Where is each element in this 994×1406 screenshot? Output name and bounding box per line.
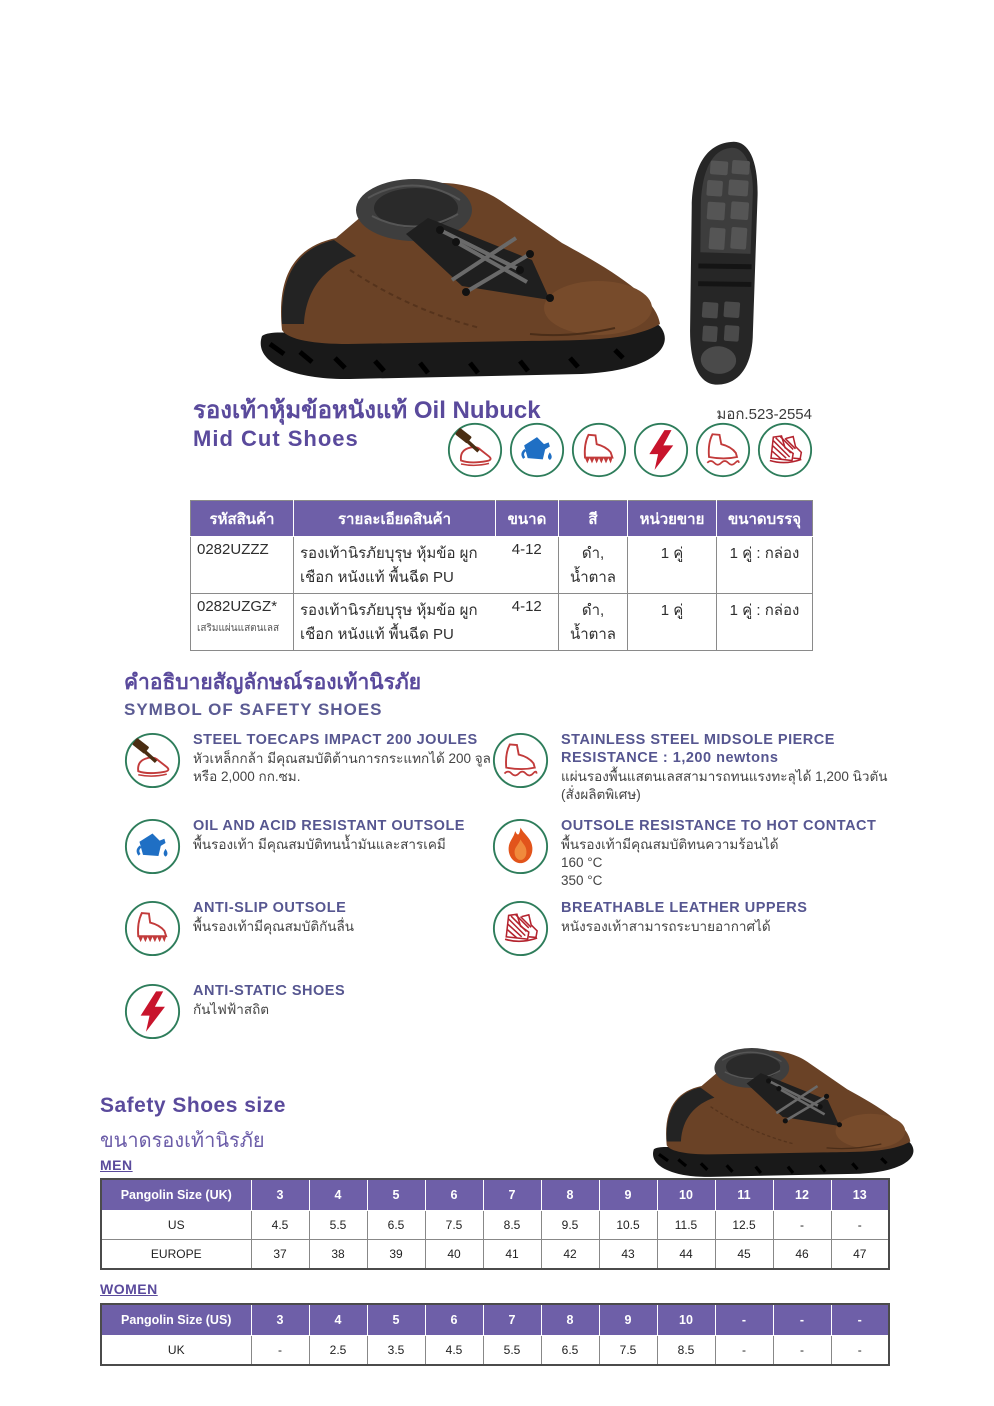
size-cell: - bbox=[251, 1336, 309, 1366]
men-size-table bbox=[100, 1178, 890, 1270]
cell-description: รองเท้านิรภัยบุรุษ หุ้มข้อ ผูกเชือก หนังแท้ พื้นฉีด PU bbox=[294, 594, 496, 651]
symbol-subtitle: RESISTANCE : 1,200 newtons bbox=[561, 750, 779, 766]
symbol-desc: พื้นรองเท้ามีคุณสมบัติกันลื่น bbox=[193, 919, 355, 934]
temp-value-2: 350 °C bbox=[561, 873, 603, 889]
size-cell: 40 bbox=[425, 1240, 483, 1270]
size-col: 4 bbox=[309, 1179, 367, 1211]
size-cell: 3.5 bbox=[367, 1336, 425, 1366]
size-col: 4 bbox=[309, 1304, 367, 1336]
cell-packing: 1 คู่ : กล่อง bbox=[717, 594, 813, 651]
symbols-title-english: SYMBOL OF SAFETY SHOES bbox=[124, 700, 383, 719]
code-footnote: เสริมแผ่นแสตนเลส bbox=[197, 623, 280, 634]
size-cell: 4.5 bbox=[425, 1336, 483, 1366]
size-cell: 7.5 bbox=[425, 1211, 483, 1240]
cell-size: 4-12 bbox=[496, 594, 559, 651]
size-col: 13 bbox=[831, 1179, 889, 1211]
symbol-desc: กันไฟฟ้าสถิต bbox=[193, 1002, 270, 1017]
size-cell: 6.5 bbox=[367, 1211, 425, 1240]
midsole-pierce-icon bbox=[492, 732, 549, 789]
symbol-title: ANTI-SLIP OUTSOLE bbox=[193, 900, 347, 916]
shoe-photo bbox=[230, 120, 670, 390]
size-col: 9 bbox=[599, 1304, 657, 1336]
symbol-item-steel-toecap bbox=[124, 732, 493, 789]
size-cell: 43 bbox=[599, 1240, 657, 1270]
hot-contact-flame-icon bbox=[492, 818, 549, 875]
size-col: 6 bbox=[425, 1304, 483, 1336]
col-header-unit: หน่วยขาย bbox=[628, 501, 717, 537]
table-row bbox=[191, 594, 813, 651]
size-col: 6 bbox=[425, 1179, 483, 1211]
product-title-thai: รองเท้าหุ้มข้อหนังแท้ Oil Nubuck bbox=[193, 397, 541, 424]
size-cell: 8.5 bbox=[657, 1336, 715, 1366]
size-col: 10 bbox=[657, 1304, 715, 1336]
size-cell: 47 bbox=[831, 1240, 889, 1270]
symbol-title: BREATHABLE LEATHER UPPERS bbox=[561, 900, 808, 916]
size-col: 3 bbox=[251, 1304, 309, 1336]
size-col: 3 bbox=[251, 1179, 309, 1211]
size-col: - bbox=[831, 1304, 889, 1336]
size-cell: 39 bbox=[367, 1240, 425, 1270]
row-label: UK bbox=[101, 1336, 251, 1366]
symbol-desc: พื้นรองเท้ามีคุณสมบัติทนความร้อนได้ bbox=[561, 837, 779, 852]
steel-toecap-icon bbox=[124, 732, 181, 789]
women-size-header-row bbox=[101, 1304, 889, 1336]
symbol-title: STEEL TOECAPS IMPACT 200 JOULES bbox=[193, 732, 478, 748]
col-header-packing: ขนาดบรรจุ bbox=[717, 501, 813, 537]
size-col: 12 bbox=[773, 1179, 831, 1211]
symbol-item-anti-static bbox=[124, 983, 345, 1040]
symbol-title: OIL AND ACID RESISTANT OUTSOLE bbox=[193, 818, 465, 834]
size-cell: 9.5 bbox=[541, 1211, 599, 1240]
temp-value-1: 160 °C bbox=[561, 855, 603, 871]
size-col: 7 bbox=[483, 1179, 541, 1211]
symbol-desc: แผ่นรองพื้นแสตนเลสสามารถทนแรงทะลุได้ 1,200 นิวตัน (สั่งผลิตพิเศษ) bbox=[561, 769, 888, 803]
size-cell: 8.5 bbox=[483, 1211, 541, 1240]
cell-size: 4-12 bbox=[496, 537, 559, 594]
size-cell: 7.5 bbox=[599, 1336, 657, 1366]
symbol-item-midsole-pierce bbox=[492, 732, 891, 804]
symbol-desc: หัวเหล็กกล้า มีคุณสมบัติต้านการกระแทกได้ 200 จูล หรือ 2,000 กก.ซม. bbox=[193, 751, 491, 785]
breathable-icon bbox=[757, 422, 813, 478]
size-col: 5 bbox=[367, 1304, 425, 1336]
safety-badge-row bbox=[447, 422, 813, 478]
size-cell: - bbox=[773, 1211, 831, 1240]
size-col: 8 bbox=[541, 1304, 599, 1336]
size-lead-header: Pangolin Size (US) bbox=[101, 1304, 251, 1336]
size-cell: 4.5 bbox=[251, 1211, 309, 1240]
size-col: 7 bbox=[483, 1304, 541, 1336]
size-cell: 41 bbox=[483, 1240, 541, 1270]
size-section-title-thai: ขนาดรองเท้านิรภัย bbox=[100, 1130, 265, 1152]
anti-static-icon bbox=[633, 422, 689, 478]
product-photo-small bbox=[633, 1010, 917, 1184]
product-table bbox=[190, 500, 813, 651]
oil-resistant-icon bbox=[509, 422, 565, 478]
cell-unit: 1 คู่ bbox=[628, 537, 717, 594]
cell-unit: 1 คู่ bbox=[628, 594, 717, 651]
size-cell: 2.5 bbox=[309, 1336, 367, 1366]
symbol-desc: หนังรองเท้าสามารถระบายอากาศได้ bbox=[561, 919, 771, 934]
cell-product-code: 0282UZGZ* เสริมแผ่นแสตนเลส bbox=[191, 594, 294, 651]
col-header-color: สี bbox=[559, 501, 628, 537]
cell-packing: 1 คู่ : กล่อง bbox=[717, 537, 813, 594]
symbol-desc: พื้นรองเท้า มีคุณสมบัติทนน้ำมันและสารเคมี bbox=[193, 837, 446, 852]
midsole-pierce-icon bbox=[695, 422, 751, 478]
size-col: 5 bbox=[367, 1179, 425, 1211]
product-photo bbox=[230, 110, 795, 395]
size-col: 9 bbox=[599, 1179, 657, 1211]
symbols-title-thai: คำอธิบายสัญลักษณ์รองเท้านิรภัย bbox=[124, 671, 422, 694]
size-cell: 11.5 bbox=[657, 1211, 715, 1240]
women-uk-row bbox=[101, 1336, 889, 1366]
size-cell: 42 bbox=[541, 1240, 599, 1270]
anti-slip-icon bbox=[571, 422, 627, 478]
size-lead-header: Pangolin Size (UK) bbox=[101, 1179, 251, 1211]
size-cell: 5.5 bbox=[309, 1211, 367, 1240]
symbol-item-breathable bbox=[492, 900, 807, 957]
size-cell: - bbox=[831, 1336, 889, 1366]
size-cell: 46 bbox=[773, 1240, 831, 1270]
product-title-english: Mid Cut Shoes bbox=[193, 426, 359, 451]
symbol-title: OUTSOLE RESISTANCE TO HOT CONTACT bbox=[561, 818, 877, 834]
size-cell: 12.5 bbox=[715, 1211, 773, 1240]
women-label: WOMEN bbox=[100, 1281, 158, 1297]
size-cell: 10.5 bbox=[599, 1211, 657, 1240]
anti-slip-icon bbox=[124, 900, 181, 957]
steel-toecap-icon bbox=[447, 422, 503, 478]
cell-product-code: 0282UZZZ bbox=[191, 537, 294, 594]
size-col: 11 bbox=[715, 1179, 773, 1211]
symbol-item-anti-slip bbox=[124, 900, 354, 957]
symbol-title: STAINLESS STEEL MIDSOLE PIERCE bbox=[561, 732, 835, 748]
size-cell: 44 bbox=[657, 1240, 715, 1270]
col-header-description: รายละเอียดสินค้า bbox=[294, 501, 496, 537]
size-cell: 6.5 bbox=[541, 1336, 599, 1366]
size-cell: 37 bbox=[251, 1240, 309, 1270]
symbol-item-hot-contact bbox=[492, 818, 876, 891]
breathable-icon bbox=[492, 900, 549, 957]
men-label: MEN bbox=[100, 1157, 133, 1173]
size-col: - bbox=[715, 1304, 773, 1336]
size-cell: - bbox=[715, 1336, 773, 1366]
men-europe-row bbox=[101, 1240, 889, 1270]
row-label: EUROPE bbox=[101, 1240, 251, 1270]
size-cell: - bbox=[831, 1211, 889, 1240]
men-size-header-row bbox=[101, 1179, 889, 1211]
cell-description: รองเท้านิรภัยบุรุษ หุ้มข้อ ผูกเชือก หนังแท้ พื้นฉีด PU bbox=[294, 537, 496, 594]
row-label: US bbox=[101, 1211, 251, 1240]
anti-static-icon bbox=[124, 983, 181, 1040]
outsole-photo bbox=[668, 138, 786, 394]
size-col: - bbox=[773, 1304, 831, 1336]
cell-color: ดำ, น้ำตาล bbox=[559, 537, 628, 594]
size-section-title-english: Safety Shoes size bbox=[100, 1094, 286, 1117]
size-cell: 45 bbox=[715, 1240, 773, 1270]
product-table-header-row bbox=[191, 501, 813, 537]
col-header-size: ขนาด bbox=[496, 501, 559, 537]
size-col: 8 bbox=[541, 1179, 599, 1211]
col-header-code: รหัสสินค้า bbox=[191, 501, 294, 537]
size-cell: - bbox=[773, 1336, 831, 1366]
cell-color: ดำ, น้ำตาล bbox=[559, 594, 628, 651]
size-cell: 5.5 bbox=[483, 1336, 541, 1366]
oil-resistant-icon bbox=[124, 818, 181, 875]
table-row bbox=[191, 537, 813, 594]
symbol-title: ANTI-STATIC SHOES bbox=[193, 983, 346, 999]
size-cell: 38 bbox=[309, 1240, 367, 1270]
symbol-item-oil-acid bbox=[124, 818, 465, 875]
men-us-row bbox=[101, 1211, 889, 1240]
women-size-table bbox=[100, 1303, 890, 1366]
tis-standard-label: มอก.523-2554 bbox=[716, 406, 812, 423]
size-col: 10 bbox=[657, 1179, 715, 1211]
